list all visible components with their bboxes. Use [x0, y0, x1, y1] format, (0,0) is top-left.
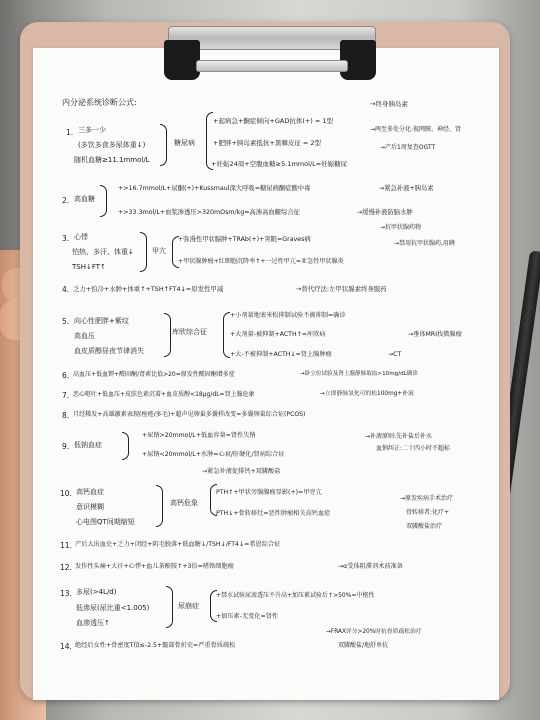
s2-rule-tail: →缓慢补液防脑水肿 — [357, 209, 413, 216]
s10-left-line: 高钙血症 — [76, 488, 104, 496]
item-number: 14. — [60, 642, 72, 651]
s3-rule-tail: →抗甲状腺药物 — [380, 224, 422, 231]
s10-rule: PTH↓+骨转移灶=恶性肿瘤相关高钙血症 — [216, 510, 331, 517]
s10-rule: →紧急补液促排钙+双膦酸盐 — [202, 468, 281, 475]
s4-tail: →替代疗法:左甲状腺素终身服药 — [296, 285, 387, 293]
s10-center: 高钙危象 — [170, 499, 198, 507]
s14-tail: →FRAX评分>20%时抗骨质疏松治疗 — [326, 629, 422, 635]
s5-rule: +大剂量-被抑制+ACTH↑=库欣病 — [230, 331, 326, 338]
brace — [164, 313, 171, 357]
brace — [122, 432, 129, 460]
brace — [100, 185, 107, 217]
s5-rule-tail: →垂体MRI找微腺瘤 — [408, 331, 462, 338]
s14-text: 绝经后女性+骨密度T值≤-2.5+髋部骨折史=严重骨质疏松 — [75, 642, 236, 649]
page-title: 内分泌系统诊断公式: — [62, 98, 137, 107]
s2-left: 高血糖 — [74, 195, 95, 203]
s10-left-line: 意识模糊 — [76, 503, 104, 511]
s1-left-line: 随机血糖≥11.1mmol/L — [74, 156, 150, 164]
item-number: 7. — [62, 391, 70, 400]
item-number: 2. — [62, 196, 70, 205]
s1-rule-tail: →两至多处分化:视网膜、神经、肾 — [370, 126, 462, 133]
s5-rule: +大-不被抑制+ACTH↓=肾上腺肿瘤 — [230, 351, 332, 358]
s1-center: 糖尿病 — [174, 139, 195, 147]
s10-side: 骨转移者:化疗+ — [406, 509, 450, 516]
s1-rule-tail: →产后1周复查OGTT — [380, 144, 436, 151]
s9-side: 血钠纠正:二十四小时不超标 — [376, 445, 451, 452]
s1-rule: +妊娠24周+空腹血糖≥5.1mmol/L=妊娠糖尿 — [211, 160, 348, 168]
s9-side: →补液原则:先补盐后补水 — [365, 433, 433, 440]
brace — [223, 312, 230, 358]
clip-foot-left — [164, 40, 200, 80]
s1-rule: +起病急+酮症倾向+GAD抗体(+) = 1型 — [213, 117, 334, 125]
item-number: 1. — [66, 128, 74, 137]
s13-center: 尿崩症 — [178, 602, 199, 610]
s13-left-line: 血渗透压↑ — [76, 619, 110, 627]
s7-text: 恶心呕吐+低血压+皮肤色素沉着+血皮质醇<18μg/dL=肾上腺危象 — [73, 391, 255, 398]
brace — [160, 124, 167, 166]
item-number: 4. — [62, 285, 70, 294]
s5-center: 库欣综合征 — [172, 328, 207, 336]
s4-text: 乏力+怕冷+水肿+体重↑+TSH↑FT4↓=原发性甲减 — [73, 285, 224, 293]
s10-side: 双膦酸盐治疗 — [406, 523, 443, 530]
s3-left-line: TSH↓FT↑ — [72, 263, 106, 271]
s1-left-line: (多饮多食多尿体重↓) — [78, 141, 146, 149]
item-number: 9. — [62, 442, 70, 451]
item-number: 11. — [60, 541, 72, 550]
s13-left-line: 低渗尿(尿比重<1.005) — [76, 604, 150, 612]
s14-tail: 双膦酸盐/地舒单抗 — [338, 642, 389, 649]
s2-rule: +>16.7mmol/L+尿酮(+)+Kussmaul深大呼吸=糖尿病酮症酸中毒 — [118, 185, 311, 192]
s9-rule: +尿钠<20mmol/L+水肿=心衰/肝硬化/肾病综合征 — [142, 451, 285, 458]
s9-rule: +尿钠>20mmol/L+低血容量=肾性失钠 — [142, 432, 256, 439]
item-number: 10. — [60, 489, 72, 498]
s12-tail: →α受体阻滞剂术前准备 — [338, 563, 403, 570]
s1-rule: +肥胖+胰岛素抵抗+黑棘皮征 = 2型 — [213, 139, 322, 147]
s9-left: 低钠血症 — [74, 441, 102, 449]
s3-rule-tail: →禁用抗甲状腺药,用碘 — [394, 240, 455, 247]
s1-left-line: 三多一少 — [78, 126, 106, 134]
s2-rule: +>33.3mol/L+血浆渗透压>320mOsm/kg=高渗高血糖综合征 — [118, 209, 300, 216]
s6-text: 高血压+低血钾+醛固酮/肾素比值>20=原发性醛固酮增多症 — [73, 371, 235, 378]
s10-left-line: 心电图QT间期缩短 — [76, 518, 135, 526]
item-number: 12. — [60, 563, 72, 572]
s11-text: 产后大出血史+乏力+闭经+阴毛脱落+低血糖↓/TSH↓/FT4↓=希恩综合征 — [75, 541, 281, 548]
brace — [140, 232, 147, 272]
s3-rule: +弥漫性甲状腺肿+TRAb(+)+突眼=Graves病 — [178, 236, 311, 243]
s5-left-line: 血皮质醇昼夜节律消失 — [74, 347, 144, 355]
brace — [166, 586, 173, 628]
s8-text: 月经稀发+高雄激素表现(痤疮/多毛)+超声见卵巢多囊样改变=多囊卵巢综合征(PCOS) — [73, 411, 306, 418]
item-number: 8. — [62, 411, 70, 420]
s5-rule: +小剂量地塞米松抑制试验不被抑制=确诊 — [230, 312, 346, 319]
s1-rule-tail: →终身胰岛素 — [370, 100, 408, 108]
s3-left-line: 怕热、多汗、体重↓ — [72, 248, 134, 256]
s3-center: 甲亢 — [152, 247, 166, 255]
s13-rule: +禁水试验尿渗透压不升高+加压素试验后↑>50%=中枢性 — [216, 592, 375, 599]
s10-side: →原发疾病手术治疗 — [400, 495, 454, 502]
s7-tail: →立即静脉氢化可的松100mg+补液 — [320, 391, 414, 397]
item-number: 13. — [60, 589, 72, 598]
s5-left-line: 向心性肥胖+紫纹 — [74, 317, 129, 325]
s13-rule: +加压素-无变化=肾性 — [216, 613, 279, 620]
s3-left-line: 心悸 — [74, 233, 88, 241]
s10-rule: PTH↑+甲状旁腺腺瘤显影(+)=甲旁亢 — [216, 489, 322, 496]
s5-left-line: 高血压 — [74, 332, 95, 340]
clip-lever[interactable] — [196, 60, 348, 72]
item-number: 3. — [62, 234, 70, 243]
item-number: 5. — [62, 317, 70, 326]
s6-tail: →卧立位试验及肾上腺静脉取血>10mg/dL确诊 — [300, 371, 418, 377]
s13-left-line: 多尿(>4L/d) — [76, 588, 117, 596]
brace — [156, 485, 163, 527]
s5-rule-tail: →CT — [388, 351, 402, 358]
s12-text: 发作性头痛+大汗+心悸+血儿茶酚胺↑+3倍=嗜铬细胞瘤 — [75, 563, 234, 570]
s2-rule-tail: →紧急补液+胰岛素 — [379, 185, 434, 192]
s3-rule: +甲状腺肿瘤+红细胞沉降率↑+一过性甲亢=亚急性甲状腺炎 — [178, 258, 344, 265]
item-number: 6. — [62, 371, 70, 380]
